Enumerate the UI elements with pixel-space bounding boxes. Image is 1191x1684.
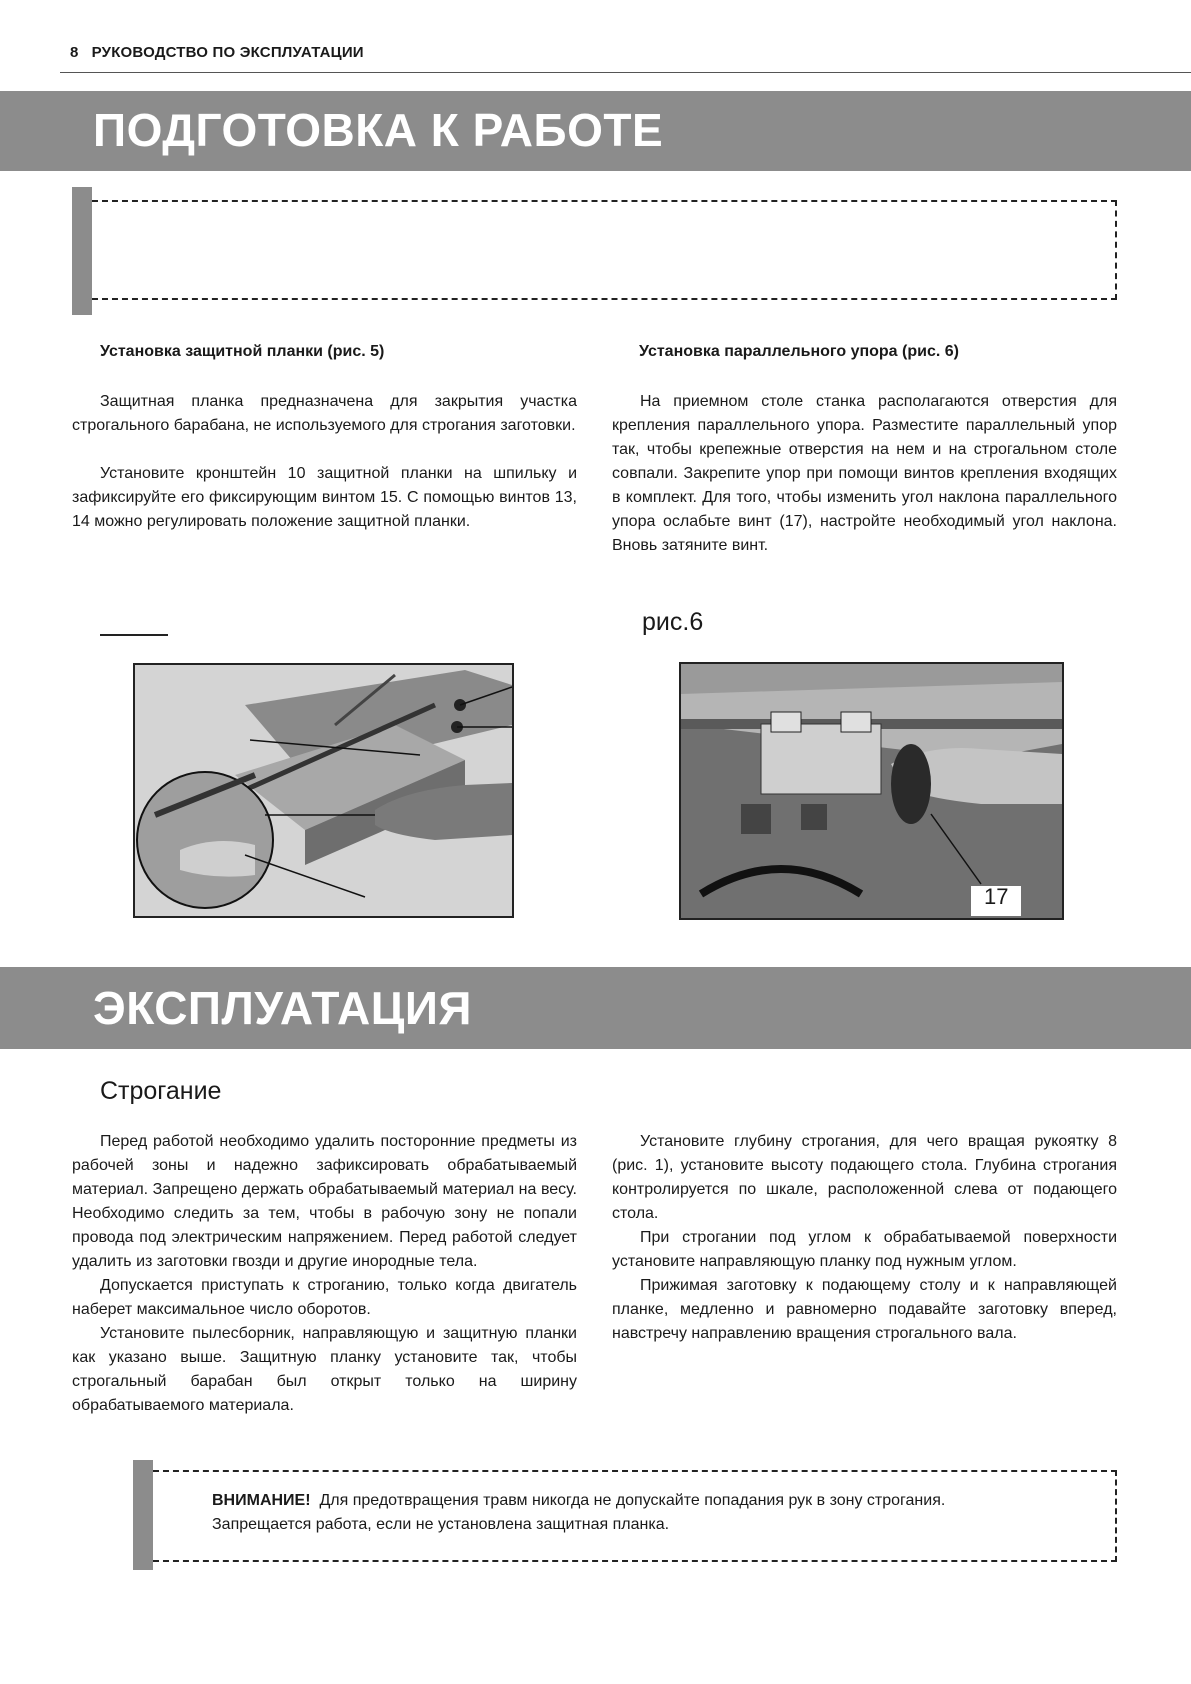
section-title-preparation: ПОДГОТОВКА К РАБОТЕ <box>93 104 664 156</box>
manual-title: РУКОВОДСТВО ПО ЭКСПЛУАТАЦИИ <box>91 44 364 61</box>
heading-fence-install: Установка параллельного упора (рис. 6) <box>639 343 959 360</box>
warning-line-1: Для предотвращения травм никогда не допускайте попадания рук в зону строгания. <box>319 1492 946 1509</box>
empty-callout-box <box>92 200 1117 300</box>
section-title-operation: ЭКСПЛУАТАЦИЯ <box>93 982 472 1034</box>
page-number: 8 <box>70 44 79 61</box>
figure-6-illustration <box>681 664 1062 918</box>
paragraph: Установите пылесборник, направляющую и защитную планки как указано выше. Защитную планку установите так, чтобы строгальный барабан был открыт только на ширину обрабатываемого материала. <box>72 1325 577 1414</box>
paragraph: Установите кронштейн 10 защитной планки на шпильку и зафиксируйте его фиксирующим винтом 15. С помощью винтов 13, 14 можно регулировать положение защитной планки. <box>72 465 577 530</box>
warning-text <box>212 1489 945 1537</box>
warning-line-2: Запрещается работа, если не установлена защитная планка. <box>212 1516 670 1533</box>
heading-guard-install: Установка защитной планки (рис. 5) <box>100 343 385 360</box>
figure-5-photo <box>133 663 514 918</box>
subsection-title-planing: Строгание <box>100 1077 222 1105</box>
paragraph: Перед работой необходимо удалить посторонние предметы из рабочей зоны и надежно зафиксировать обрабатываемый материал. Запрещено держать обрабатываемый материал на весу. Необходимо следить за тем, чтобы в рабочую зону не попали провода под электрическим напряжением. Перед работой следует удалить из заготовки гвозди и другие инородные тела. <box>72 1133 577 1270</box>
fig6-caption: рис.6 <box>642 608 704 636</box>
warning-callout-bar <box>133 1460 153 1570</box>
paragraph: При строгании под углом к обрабатываемой поверхности установите направляющую планку под нужным углом. <box>612 1229 1117 1270</box>
figure-5-illustration <box>135 665 512 916</box>
paragraph: Допускается приступать к строганию, только когда двигатель наберет максимальное число оборотов. <box>72 1277 577 1318</box>
warning-label: ВНИМАНИЕ! <box>212 1492 311 1509</box>
figure-6-photo <box>679 662 1064 920</box>
section-band-operation <box>0 967 1191 1049</box>
paragraph: Защитная планка предназначена для закрытия участка строгального барабана, не используемого для строгания заготовки. <box>72 393 577 434</box>
callout-bar <box>72 187 92 315</box>
paragraph: На приемном столе станка располагаются отверстия для крепления параллельного упора. Разместите параллельный упор так, чтобы крепежные отверстия на нем и на строгальном столе совпали. Закрепите упор при помощи винтов крепления входящих в комплект. Для того, чтобы изменить угол наклона параллельного упора ослабьте винт (17), настройте необходимый угол наклона. Вновь затяните винт. <box>612 393 1117 554</box>
header-rule <box>60 72 1191 73</box>
planing-text-right <box>612 1130 1117 1346</box>
page-header <box>70 44 364 61</box>
section-band-preparation <box>0 91 1191 171</box>
guard-install-text <box>72 390 577 534</box>
fig6-callout-number: 17 <box>984 884 1009 909</box>
planing-text-left <box>72 1130 577 1418</box>
paragraph: Установите глубину строгания, для чего вращая рукоятку 8 (рис. 1), установите высоту подающего стола. Глубина строгания контролируется по шкале, расположенной слева от подающего стола. <box>612 1133 1117 1222</box>
paragraph: Прижимая заготовку к подающему столу и к направляющей планке, медленно и равномерно подавайте заготовку вперед, навстречу направлению вращения строгального вала. <box>612 1277 1117 1342</box>
fig5-caption-line <box>100 634 168 636</box>
fence-install-text <box>612 390 1117 558</box>
